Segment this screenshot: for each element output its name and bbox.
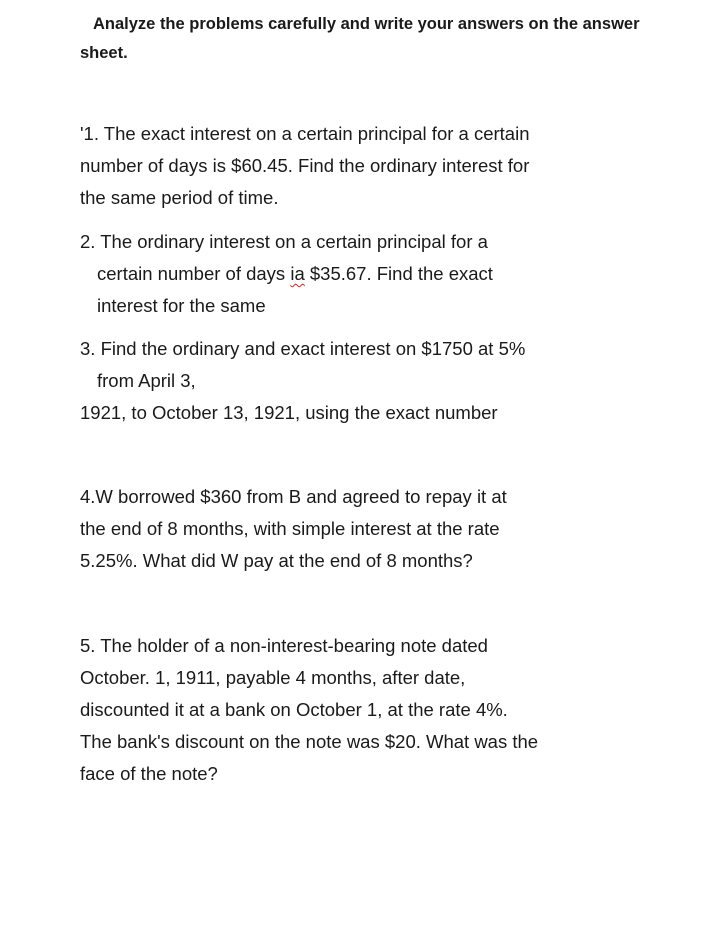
instructions-heading: [80, 10, 660, 68]
problem-1-line-3: the same period of time.: [80, 187, 279, 208]
problem-4-line-3: 5.25%. What did W pay at the end of 8 months?: [80, 550, 473, 571]
problem-3-line-3: 1921, to October 13, 1921, using the exact number: [80, 402, 498, 423]
problem-2: [80, 226, 493, 322]
problem-2-line-2: [80, 258, 493, 290]
problem-2-line-1: 2. The ordinary interest on a certain principal for a: [80, 231, 488, 252]
spellcheck-flagged-word[interactable]: ia: [290, 263, 305, 284]
problem-2-line-2-start: certain number of days: [97, 263, 291, 284]
problem-3-line-2: from April 3,: [97, 370, 196, 391]
problem-5: [80, 630, 538, 790]
problem-5-line-2: October. 1, 1911, payable 4 months, after date,: [80, 667, 466, 688]
problem-4: [80, 481, 507, 577]
problem-3: [80, 333, 525, 429]
problem-5-line-1: 5. The holder of a non-interest-bearing note dated: [80, 635, 488, 656]
problem-3-line-1: 3. Find the ordinary and exact interest on $1750 at 5%: [80, 338, 526, 359]
problem-5-line-4: The bank's discount on the note was $20. What was the: [80, 731, 539, 752]
problem-2-line-3: interest for the same: [97, 295, 266, 316]
problem-4-line-1: 4.W borrowed $360 from B and agreed to repay it at: [80, 486, 507, 507]
problem-1-line-1: '1. The exact interest on a certain principal for a certain: [80, 123, 530, 144]
problem-5-line-5: face of the note?: [80, 763, 218, 784]
instructions-line-1: Analyze the problems carefully and write your answers on the answer: [93, 15, 640, 33]
problem-5-line-3: discounted it at a bank on October 1, at the rate 4%.: [80, 699, 508, 720]
problem-1-line-2: number of days is $60.45. Find the ordinary interest for: [80, 155, 530, 176]
problem-2-line-2-end: $35.67. Find the exact: [304, 263, 493, 284]
problem-1: [80, 118, 529, 214]
problem-4-line-2: the end of 8 months, with simple interest at the rate: [80, 518, 500, 539]
instructions-line-2: sheet.: [80, 44, 128, 62]
